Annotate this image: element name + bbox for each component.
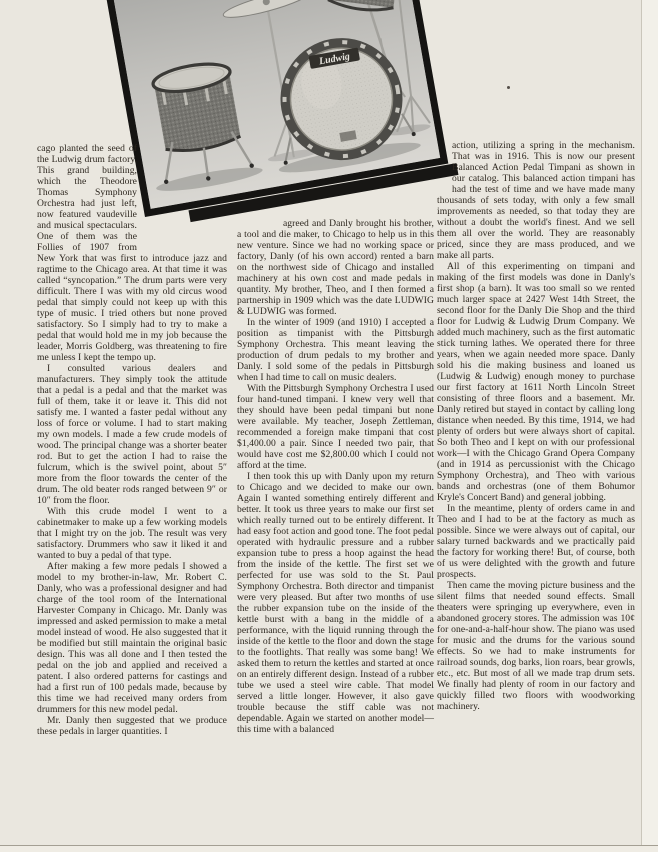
paragraph-middle-2: In the winter of 1909 (and 1910) I accepted a position as timpanist with the Pittsburgh Symphony Orchestra. This meant leaving the production of drum pedals to my brother and Danly. I sold some of the pedals in Pittsburgh when I had time to call on music dealers.: [237, 317, 434, 383]
paragraph-left-4: After making a few more pedals I showed a model to my brother-in-law, Mr. Robert C. Danly, who was a professional designer and had charge of the tool room of the International Harvester Company in Chicago. Mr. Danly was impressed and asked permission to make a metal model instead of wood. He also suggested that it be modified but still maintain the original basic design. This was all done and I then tested the pedal on the job and applied and received a patent. I also ordered patterns for castings and had a first run of 100 pedals made, because by this time we had received many orders from drummers for this new model pedal.: [37, 561, 227, 715]
text-column-middle: [237, 218, 434, 735]
paragraph-left-5: Mr. Danly then suggested that we produce these pedals in larger quantities. I: [37, 715, 227, 737]
scan-speck: [507, 86, 510, 89]
paragraph-middle-1: agreed and Danly brought his brother, a tool and die maker, to Chicago to help us in this new venture. Since we had no working space or factory, Danly (of his own accord) rented a barn on the northwest side of Chicago and installed machinery at his own cost and made pedals in quantity. My brother, Theo, and I then formed a partnership in 1909 which was the date LUDWIG & LUDWIG was formed.: [237, 218, 434, 317]
bass-drum-logo: Ludwig: [318, 51, 351, 68]
photo-corner-spacer: [437, 140, 452, 185]
photo-wrap-spacer: [137, 143, 227, 243]
page-edge-right: [641, 0, 658, 852]
paragraph-left-2: I consulted various dealers and manufacturers. They simply took the attitude that a pedal is a pedal and that the market was full of them, take it or leave it. This did not satisfy me. I wanted a faster pedal without any loss of force or volume. I had to start making my own models. I made a few crude models of wood. The principal change was a shorter beater rod. But to get the action I had to raise the fulcrum, which is the swivel point, about 5″ more from the floor towards the center of the drum. The old beater rods ranged between 9″ or 10″ from the floor.: [37, 363, 227, 506]
text-column-right: [437, 140, 635, 712]
paragraph-left-1: cago planted the seed of the Ludwig drum factory. This grand building, which the Theodore Thomas Symphony Orchestra had just left, now featured vaudeville and musical spectaculars. One of them was the Follies of 1907 from New York that was first to introduce jazz and ragtime to the Chicago area. At that time it was called “syncopation.” The drum parts were very difficult. There I was with my old circus wood pedal that simply could not keep up with this type of music. I tried others but none proved satisfactory. So I simply had to try to make a pedal that would hold me in my job because the leader, Morris Goldberg, was threatening to fire me unless I kept the tempo up.: [37, 143, 227, 363]
paragraph-middle-4: I then took this up with Danly upon my return to Chicago and we decided to make our own. Again I wanted something entirely different and better. It took us three years to make our first set which really turned out to be entirely different. It had easy foot action and good tone. The foot pedal operated with hydraulic pressure and a rubber expansion tube to press a hoop against the head from the inside of the kettle. The first set we perfected for use was sold to the St. Paul Symphony Orchestra. Both director and timpanist were very pleased. But after two months of use the rubber expansion tube on the inside of the kettle burst with a bang in the middle of a performance, with the liquid running through the inside of the kettle to the floor and down the stage to the footlights. That really was some bang! We asked them to return the kettles and started at once on an entirely different design. Instead of a rubber tube we used a steel wire cable. That model served a little longer. However, it also gave trouble because the stiff cable was not dependable. Again we started on another model—this time with a balanced: [237, 471, 434, 735]
paragraph-left-3: With this crude model I went to a cabinetmaker to make up a few working models that I might try on the job. The result was very satisfactory. Drummers who saw it liked it and wanted to buy a pedal of that type.: [37, 506, 227, 561]
paragraph-right-4: Then came the moving picture business and the silent films that needed sound effects. Small theaters were springing up everywhere, even in abandoned grocery stores. The admission was 10¢ for one-and-a-half-hour show. The piano was used for music and the drums for the various sound effects. So we had to make instruments for railroad sounds, dog barks, lion roars, bear growls, etc., etc. But most of all we made trap drum sets. We finally had plenty of room in our factory and quickly filled two floors with woodworking machinery.: [437, 580, 635, 712]
page-edge-bottom: [0, 845, 658, 852]
paragraph-right-2: All of this experimenting on timpani and making of the first models was done in Danly's first shop (a barn). It was too small so we rented much larger space at 2427 West 14th Street, the second floor for the Danly Die Shop and the third floor for Ludwig & Ludwig Drum Company. We added much machinery, such as the first automatic stick turning lathes. We operated there for three years, when we again needed more space. Danly sold his die making business and loaned us (Ludwig & Ludwig) enough money to purchase our first factory at 1611 North Lincoln Street consisting of three floors and a basement. Mr. Danly retired but stayed in contact by calling long distance when needed. By this time, 1914, we had plenty of orders but were always short of capital. So both Theo and I kept on with our professional work—I with the Chicago Grand Opera Company (and in 1914 as percussionist with the Chicago Symphony Orchestra), and Theo with various bands and orchestras (one of them Bohumor Kryle's Concert Band) and general jobbing.: [437, 261, 635, 503]
text-column-left: [37, 143, 227, 737]
paragraph-right-3: In the meantime, plenty of orders came in and Theo and I had to be at the factory as much as possible. Since we were always out of capital, our salary turned backwards and we practically paid the factory for working there! But, of course, both of us were delighted with the growth and future prospects.: [437, 503, 635, 580]
paragraph-middle-3: With the Pittsburgh Symphony Orchestra I used four hand-tuned timpani. I knew very well that they should have been pedal timpani but none were available. My teacher, Joseph Zettleman, recommended a foreign make timpani that cost $1,400.00 a pair. Since I needed two pair, that would have cost me $2,800.00 which I could not afford at the time.: [237, 383, 434, 471]
paragraph-right-1: action, utilizing a spring in the mechanism. That was in 1916. This is now our present Balanced Action Pedal Timpani as shown in our catalog. This balanced action timpani has had the test of time and we have made many thousands of sets today, with only a few small improvements as needed, so that today they are without a doubt the world's finest. And we sell them all over the world. They are reasonably priced, since they are mass produced, and we make all parts.: [437, 140, 635, 261]
